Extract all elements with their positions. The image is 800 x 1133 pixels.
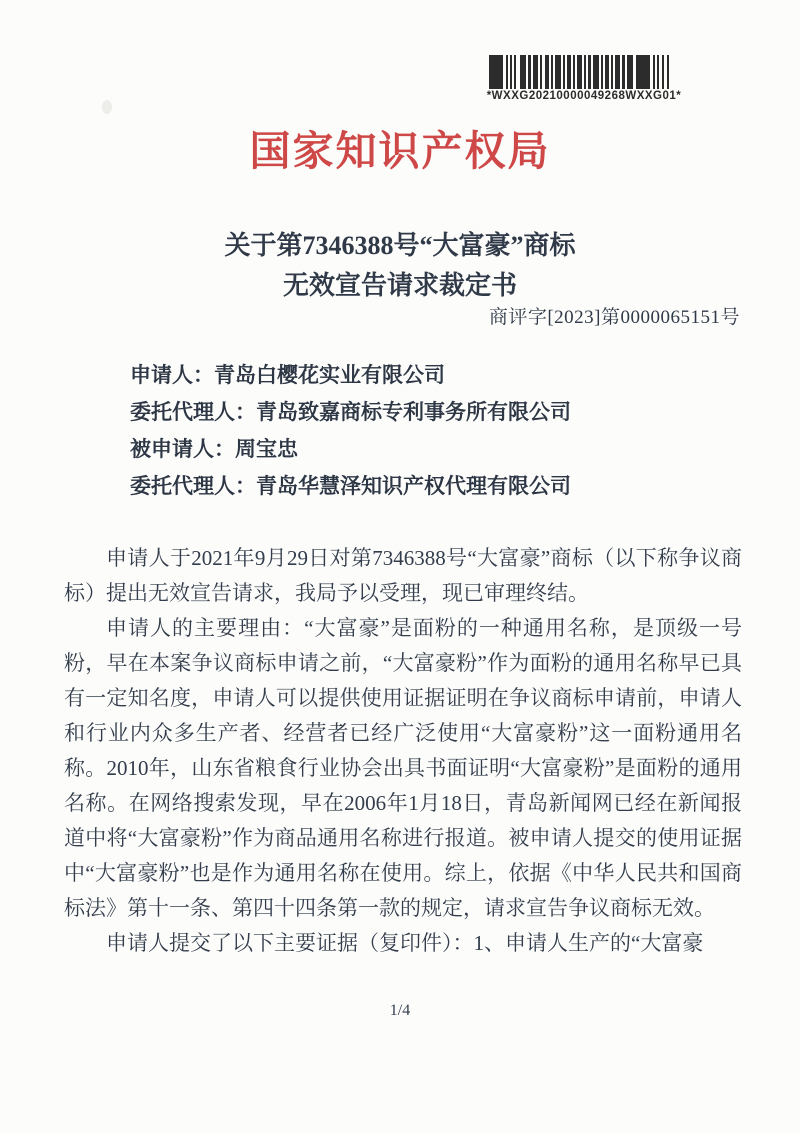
- party-applicant-agent: [130, 397, 571, 434]
- paragraph-case-intro: 申请人于2021年9月29日对第7346388号“大富豪”商标（以下称争议商标）提出无效宣告请求，我局予以受理，现已审理终结。: [64, 546, 742, 605]
- party-value: 青岛华慧泽知识产权代理有限公司: [256, 474, 571, 498]
- body-text: [64, 541, 742, 961]
- party-value: 青岛致嘉商标专利事务所有限公司: [256, 400, 571, 424]
- parties-block: [130, 360, 571, 508]
- barcode-icon: [489, 55, 679, 89]
- paragraph-applicant-reasons: 申请人的主要理由：“大富豪”是面粉的一种通用名称，是顶级一号粉，早在本案争议商标申请之前，“大富豪粉”作为面粉的通用名称早已具有一定知名度，申请人可以提供使用证据证明在争议商标申请前，申请人和行业内众多生产者、经营者已经广泛使用“大富豪粉”这一面粉通用名称。2010年，山东省粮食行业协会出具书面证明“大富豪粉”是面粉的通用名称。在网络搜索发现，早在2006年1月18日，青岛新闻网已经在新闻报道中将“大富豪粉”作为商品通用名称进行报道。被申请人提交的使用证据中“大富豪粉”也是作为通用名称在使用。综上，依据《中华人民共和国商标法》第十一条、第四十四条第一款的规定，请求宣告争议商标无效。: [64, 616, 742, 920]
- party-respondent-agent: [130, 471, 571, 508]
- party-value: 青岛白樱花实业有限公司: [214, 363, 445, 387]
- barcode-text: *WXXG20210000049268WXXG01*: [486, 90, 682, 102]
- party-applicant: [130, 360, 571, 397]
- reference-number: 商评字[2023]第0000065151号: [488, 307, 740, 328]
- paragraph-evidence-list: 申请人提交了以下主要证据（复印件）：1、申请人生产的“大富豪: [106, 931, 704, 955]
- document-title-line1: 关于第7346388号“大富豪”商标: [224, 231, 576, 260]
- barcode-block: [478, 55, 690, 102]
- document-title: [0, 226, 800, 306]
- party-label: 委托代理人：: [130, 474, 256, 498]
- party-respondent: [130, 434, 571, 471]
- party-label: 被申请人：: [130, 437, 235, 461]
- party-value: 周宝忠: [235, 437, 298, 461]
- scan-artifact: [102, 100, 112, 114]
- agency-title: 国家知识产权局: [249, 128, 551, 174]
- party-label: 委托代理人：: [130, 400, 256, 424]
- document-title-line2: 无效宣告请求裁定书: [282, 271, 517, 300]
- party-label: 申请人：: [130, 363, 214, 387]
- page-number: 1/4: [389, 1002, 411, 1019]
